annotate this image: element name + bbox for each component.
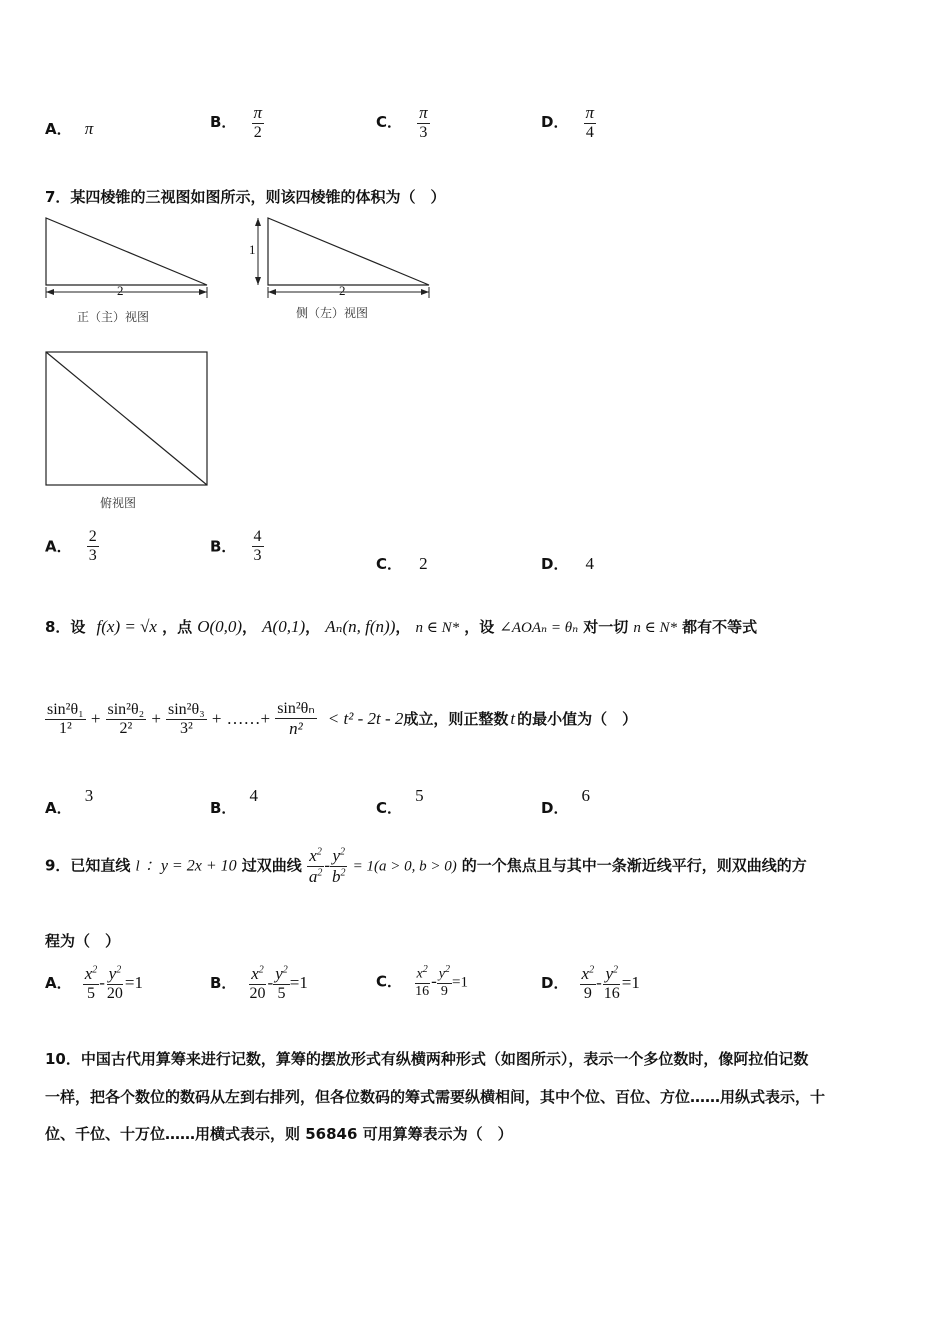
q7-option-c[interactable] xyxy=(376,553,428,574)
option-value: 4 xyxy=(249,786,259,805)
option-num: π xyxy=(585,103,595,122)
option-num: 4 xyxy=(252,528,264,547)
option-value: 4 xyxy=(585,554,595,573)
option-value: 5 xyxy=(415,786,424,805)
option-label: C． xyxy=(376,555,403,573)
option-label: D． xyxy=(541,799,569,817)
option-value: 6 xyxy=(581,786,591,805)
q8-option-d[interactable] xyxy=(541,785,591,817)
q8-option-a[interactable] xyxy=(45,785,94,817)
sum-term-num: sin²θ₂ xyxy=(106,701,147,720)
q8-set-text: ，设 xyxy=(464,618,495,636)
q9-option-b[interactable]: B． $\frac{x^2}{20}$ - $\frac{y^2}{5}$ =1 xyxy=(210,964,308,1002)
side-width-label: 2 xyxy=(339,283,346,298)
q8-forall-text: 对一切 xyxy=(583,618,629,636)
option-den-b: 16 xyxy=(603,984,620,1002)
q9-mid: 过双曲线 xyxy=(241,856,302,875)
sum-dots: …… xyxy=(226,708,261,728)
option-value: π xyxy=(84,119,94,138)
q10-line1: 10．中国古代用算筹来进行记数，算筹的摆放形式有纵横两种形式（如图所示），表示一个多位数时，像阿拉伯记数 xyxy=(45,1050,809,1068)
option-label: B． xyxy=(210,799,237,817)
q6-option-a[interactable] xyxy=(45,118,93,139)
sum-term-num: sin²θₙ xyxy=(275,700,317,719)
option-den-a: 5 xyxy=(86,984,95,1002)
front-width-label: 2 xyxy=(117,283,124,298)
option-label: D． xyxy=(541,555,569,573)
q8-n-cond2: n ∈ N* xyxy=(633,620,677,636)
sum-term-num: sin²θ₃ xyxy=(166,701,207,720)
q8-point-o: O(0,0) xyxy=(197,617,243,636)
q9-line-name: l xyxy=(135,858,140,875)
q8-point-text: ，点 xyxy=(162,618,193,636)
q7-option-d[interactable] xyxy=(541,553,594,574)
q9-stem-line1: 9．已知直线 l ：y = 2x + 10 过双曲线 $\frac{x^2}{a^2}$ - $\frac{y^2}{b^2}$ = 1(a > 0, b > 0) 的一个焦点且与其中一条渐近线平行，则双曲线的方 xyxy=(45,846,807,886)
option-den-a: 20 xyxy=(249,984,266,1002)
option-label: A． xyxy=(45,120,72,138)
q9-prefix: 9．已知直线 xyxy=(45,856,131,875)
q7-option-b[interactable] xyxy=(210,528,264,566)
option-num: π xyxy=(253,103,263,122)
option-value: 3 xyxy=(84,786,94,805)
side-height-label: 1 xyxy=(249,242,256,257)
option-label: C． xyxy=(376,799,403,817)
q8-f-def: f(x) = √x xyxy=(96,617,157,636)
option-den: 2 xyxy=(253,123,262,141)
q10-line2: 一样，把各个数位的数码从左到右排列，但各位数码的筹式需要纵横相间，其中个位、百位、方位……用纵式表示，十 xyxy=(45,1088,826,1106)
q6-option-b[interactable] xyxy=(210,103,264,142)
option-label: B． xyxy=(210,973,237,992)
option-num: π xyxy=(419,103,428,122)
top-view-caption: 俯视图 xyxy=(100,496,137,510)
top-view-figure xyxy=(40,346,215,491)
q6-option-c[interactable] xyxy=(376,103,430,142)
q9-option-a[interactable]: A． $\frac{x^2}{5}$ - $\frac{y^2}{20}$ =1 xyxy=(45,964,144,1002)
option-label: C． xyxy=(376,112,403,131)
q8-option-b[interactable] xyxy=(210,785,259,817)
q8-prefix: 8．设 xyxy=(45,618,86,636)
sum-term-num: sin²θ₁ xyxy=(45,701,86,720)
q9-option-c[interactable]: C． $\frac{x^2}{16}$ - $\frac{y^2}{9}$ =1 xyxy=(376,964,468,999)
q8-inequality: $\frac{\text{sin²θ₁}}{\text{1²}}$ + $\frac{\text{sin²θ₂}}{\text{2²}}$ + $\frac{\text{sin²θ₃}}{\text{3²}}$ + ……+ $\frac{\text{sin²θₙ}}{\text{n²}}$ < t² - 2t - 2成立，则正整数 t 的最小值为（ ） xyxy=(47,700,638,739)
q8-point-an: Aₙ(n, f(n)) xyxy=(325,617,396,636)
option-label: B． xyxy=(210,537,237,556)
option-label: D． xyxy=(541,973,569,992)
q6-option-d[interactable] xyxy=(541,103,596,142)
q9-option-d[interactable]: D． $\frac{x^2}{9}$ - $\frac{y^2}{16}$ =1 xyxy=(541,964,640,1002)
front-view-caption: 正（主）视图 xyxy=(77,310,150,324)
option-den: 3 xyxy=(419,123,428,141)
sum-term-den: 1² xyxy=(58,719,72,737)
q9-stem-line2: 程为（ ） xyxy=(45,932,121,950)
q8-stem-line1: 8．设 f(x) = √x ，点 O(0,0)， A(0,1)， Aₙ(n, f(n))， n ∈ N* ，设 ∠AOAₙ = θₙ 对一切 n ∈ N* 都有不等式 xyxy=(45,617,758,636)
q8-t-var: t xyxy=(510,708,516,728)
option-label: A． xyxy=(45,973,72,992)
option-den-a: 16 xyxy=(415,983,430,999)
q9-line-eq: ：y = 2x + 10 xyxy=(144,857,237,875)
q8-angle: ∠AOAₙ = θₙ xyxy=(499,620,579,636)
q8-ineq-text: 都有不等式 xyxy=(682,618,758,636)
option-label: C． xyxy=(376,972,403,991)
option-den-b: 9 xyxy=(440,983,448,999)
option-eq-one: =1 xyxy=(124,972,144,992)
option-den: 4 xyxy=(585,123,594,141)
option-eq-one: =1 xyxy=(289,972,308,992)
q7-stem: 7．某四棱锥的三视图如图所示，则该四棱锥的体积为（ ） xyxy=(45,188,446,206)
option-label: D． xyxy=(541,112,569,131)
q7-option-a[interactable] xyxy=(45,528,99,566)
sum-term-den: n² xyxy=(289,719,303,739)
option-den-a: 9 xyxy=(583,984,592,1002)
side-view-caption: 侧（左）视图 xyxy=(296,306,369,320)
q10-line3: 位、千位、十万位……用横式表示，则 56846 可用算筹表示为（ ） xyxy=(45,1125,513,1143)
sum-term-den: 3² xyxy=(179,719,193,737)
q8-point-a: A(0,1) xyxy=(262,617,306,636)
front-view-figure xyxy=(40,212,215,302)
option-label: A． xyxy=(45,537,72,556)
q8-tail: 成立，则正整数 xyxy=(403,709,509,728)
option-eq-one: =1 xyxy=(452,974,468,991)
option-den-b: 20 xyxy=(106,984,123,1002)
sum-term-den: 2² xyxy=(119,719,133,737)
option-den-b: 5 xyxy=(277,984,286,1002)
q8-n-cond: n ∈ N* xyxy=(415,620,460,636)
option-num: 2 xyxy=(87,528,99,547)
q8-tail2: 的最小值为（ ） xyxy=(517,709,638,728)
option-label: B． xyxy=(210,112,237,131)
q8-option-c[interactable] xyxy=(376,785,424,817)
option-den: 3 xyxy=(88,547,97,565)
option-value: 2 xyxy=(419,554,428,573)
q8-rhs: < t² - 2t - 2 xyxy=(327,708,404,728)
q9-hyp-cond: = 1(a > 0, b > 0) xyxy=(352,858,457,875)
option-den: 3 xyxy=(253,547,262,565)
option-label: A． xyxy=(45,799,72,817)
q9-tail: 的一个焦点且与其中一条渐近线平行，则双曲线的方 xyxy=(461,856,807,875)
option-eq-one: =1 xyxy=(621,972,640,992)
